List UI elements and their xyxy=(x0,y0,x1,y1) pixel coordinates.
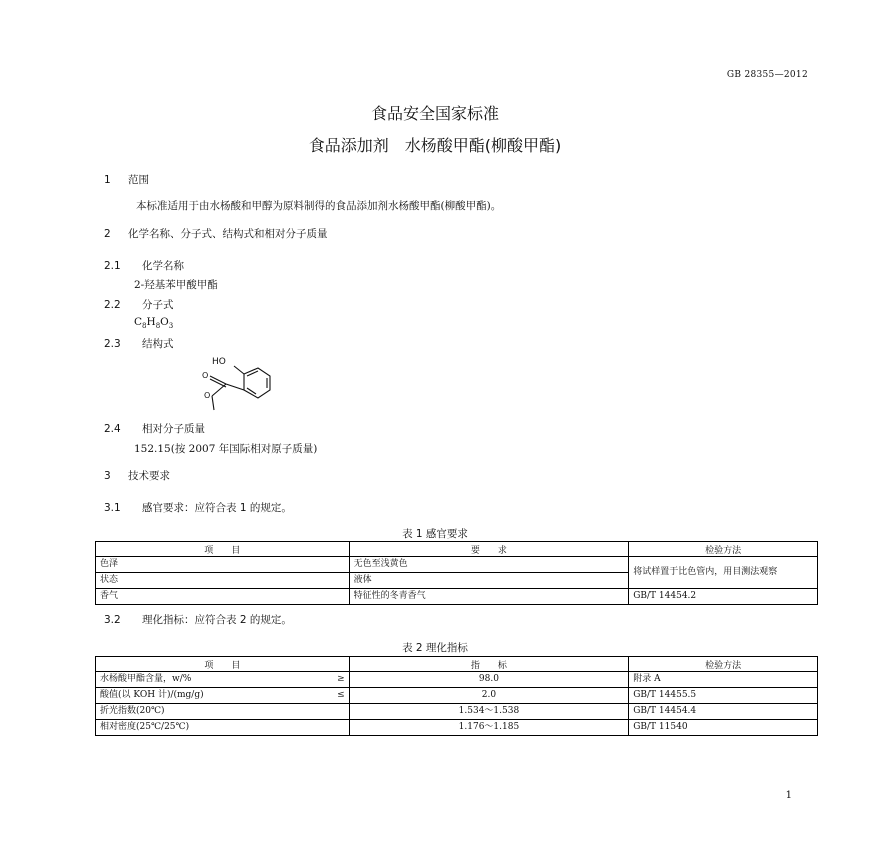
table-1 xyxy=(95,541,818,605)
table-row xyxy=(96,688,818,704)
table-cell: 2.0 xyxy=(349,688,629,704)
section-2-4-heading: 2.4 相对分子质量 xyxy=(104,423,205,435)
table-cell: GB/T 14454.4 xyxy=(629,704,818,720)
table-2 xyxy=(95,656,818,736)
oxygen-atom-carbonyl: O xyxy=(202,371,209,380)
table-cell: 1.534～1.538 xyxy=(349,704,629,720)
page-number: 1 xyxy=(785,790,792,801)
table-row xyxy=(96,720,818,736)
table-cell: 98.0 xyxy=(349,672,629,688)
molecular-mass: 152.15(按 2007 年国际相对原子质量) xyxy=(134,443,318,455)
benzene-ring xyxy=(244,368,270,398)
table-header: 项 目 xyxy=(96,542,350,557)
table-cell: 相对密度(25℃/25℃) xyxy=(96,720,350,736)
section-2-heading: 2 化学名称、分子式、结构式和相对分子质量 xyxy=(104,228,328,240)
table-cell: GB/T 14454.2 xyxy=(629,589,818,605)
oxygen-atom-ester: O xyxy=(204,391,211,400)
section-3-1-heading: 3.1 感官要求：应符合表 1 的规定。 xyxy=(104,502,292,514)
table-1-caption: 表 1 感官要求 xyxy=(402,528,468,540)
table-row xyxy=(96,672,818,688)
document-title: 食品安全国家标准 xyxy=(370,104,499,123)
table-cell: GB/T 11540 xyxy=(629,720,818,736)
section-2-2-heading: 2.2 分子式 xyxy=(104,299,174,311)
section-1-text: 本标准适用于由水杨酸和甲醇为原料制得的食品添加剂水杨酸甲酯(柳酸甲酯)。 xyxy=(136,200,502,212)
carbonyl-bond xyxy=(226,384,244,390)
table-header: 指 标 xyxy=(349,657,629,672)
table-cell: 酸值(以 KOH 计)/(mg/g) ≤ xyxy=(96,688,350,704)
section-2-3-heading: 2.3 结构式 xyxy=(104,338,174,350)
table-header: 检验方法 xyxy=(629,542,818,557)
section-2-1-heading: 2.1 化学名称 xyxy=(104,260,184,272)
methyl-bond xyxy=(212,396,214,410)
table-cell: GB/T 14455.5 xyxy=(629,688,818,704)
standard-number: GB 28355—2012 xyxy=(726,70,808,80)
document-subtitle: 食品添加剂 水杨酸甲酯(柳酸甲酯) xyxy=(308,136,562,155)
table-cell: 状态 xyxy=(96,573,350,589)
table-header: 要 求 xyxy=(349,542,629,557)
molecular-formula: $C_8H_8O_3$ xyxy=(134,316,174,331)
section-1-heading: 1 范围 xyxy=(104,174,149,186)
section-3-heading: 3 技术要求 xyxy=(104,470,170,482)
table-cell: 无色至浅黄色 xyxy=(349,557,629,573)
table-cell-merged-method: 将试样置于比色管内，用目测法观察 xyxy=(629,557,818,589)
table-row xyxy=(96,589,818,605)
table-cell: 折光指数(20℃) xyxy=(96,704,350,720)
table-header: 检验方法 xyxy=(629,657,818,672)
table-cell: 色泽 xyxy=(96,557,350,573)
table-header: 项 目 xyxy=(96,657,350,672)
hydroxy-bond xyxy=(234,366,244,374)
table-2-caption: 表 2 理化指标 xyxy=(402,642,468,654)
table-cell: 香气 xyxy=(96,589,350,605)
ho-label: HO xyxy=(212,357,226,367)
table-row xyxy=(96,557,818,573)
chemical-name: 2-羟基苯甲酸甲酯 xyxy=(134,279,218,291)
table-cell: 液体 xyxy=(349,573,629,589)
structural-formula xyxy=(192,354,282,416)
ester-bond xyxy=(212,384,226,396)
table-cell: 附录 A xyxy=(629,672,818,688)
table-header-row xyxy=(96,542,818,557)
section-3-2-heading: 3.2 理化指标：应符合表 2 的规定。 xyxy=(104,614,292,626)
table-cell: 水杨酸甲酯含量，w/% ≥ xyxy=(96,672,350,688)
table-cell: 1.176～1.185 xyxy=(349,720,629,736)
table-cell: 特征性的冬青香气 xyxy=(349,589,629,605)
table-header-row xyxy=(96,657,818,672)
table-row xyxy=(96,704,818,720)
